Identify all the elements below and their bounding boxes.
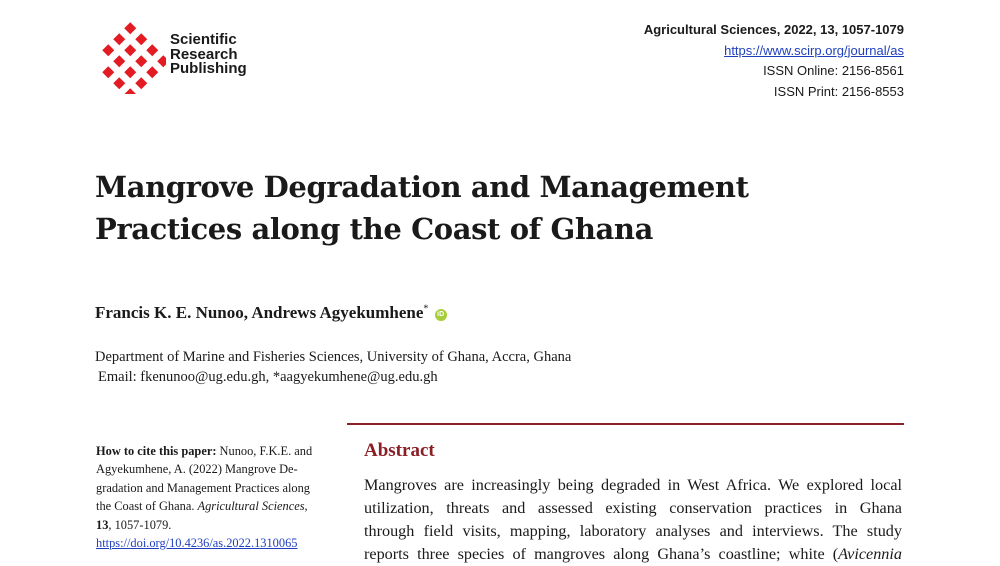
publisher-logo: [98, 20, 258, 94]
logo-square-10: [124, 66, 136, 78]
author-emails: Email: fkenunoo@ug.edu.gh, *aagyekumhene@ug.edu.gh: [98, 369, 438, 385]
scirp-logo-icon: [98, 20, 166, 94]
citation-label: How to cite this paper:: [96, 444, 217, 458]
logo-square-6: [113, 55, 125, 67]
citation-block: How to cite this paper: Nunoo, F.K.E. and Agyekumhene, A. (2022) Mangrove De- gradation and Management Practices along the Coast of Ghana. Agricultural Sciences, 13, 1057-1079. https://doi.org/10.4236/as.2022.1310065: [96, 444, 313, 551]
orcid-icon[interactable]: iD: [435, 309, 447, 321]
issn-online: ISSN Online: 2156-8561: [763, 63, 904, 78]
issn-print: ISSN Print: 2156-8553: [773, 83, 904, 99]
logo-square-14: [124, 88, 136, 94]
journal-url-link[interactable]: https://www.scirp.org/journal/as: [724, 42, 904, 58]
logo-square-9: [102, 66, 114, 78]
doi-link[interactable]: https://doi.org/10.4236/as.2022.1310065: [96, 536, 298, 551]
corresponding-mark: *: [423, 303, 429, 315]
logo-square-2: [135, 33, 147, 45]
logo-square-3: [102, 44, 114, 56]
species-name: Avicennia: [838, 545, 902, 563]
citation-volume: 13: [96, 517, 109, 532]
citation-journal: Agricultural Sciences,: [197, 499, 308, 514]
abstract-text: Mangroves are increasingly being degraded in West Africa. We explored local utilization, threats and assessed existing conservation practices in Ghana through field visits, mapping, laboratory analyses and interviews. The study reports three species of mangroves along Ghana’s coastline; white (Avicennia: [364, 476, 902, 563]
logo-square-0: [124, 22, 136, 34]
journal-info: [644, 20, 904, 102]
abstract-divider: [347, 423, 904, 425]
logo-square-1: [113, 33, 125, 45]
logo-square-13: [135, 77, 147, 89]
journal-reference: Agricultural Sciences, 2022, 13, 1057-1079: [643, 22, 904, 37]
abstract-heading: Abstract: [364, 440, 435, 461]
author-names: Francis K. E. Nunoo, Andrews Agyekumhene: [95, 303, 424, 322]
logo-square-12: [113, 77, 125, 89]
affiliation: Department of Marine and Fisheries Sciences, University of Ghana, Accra, Ghana: [95, 349, 572, 365]
author-list: [95, 303, 447, 323]
logo-square-4: [124, 44, 136, 56]
paper-title: Mangrove Degradation and Management Practices along the Coast of Ghana: [95, 170, 749, 246]
logo-square-11: [146, 66, 158, 78]
logo-square-5: [146, 44, 158, 56]
publisher-name: Scientific Research Publishing: [170, 31, 247, 77]
logo-square-7: [135, 55, 147, 67]
logo-square-8: [157, 55, 166, 67]
